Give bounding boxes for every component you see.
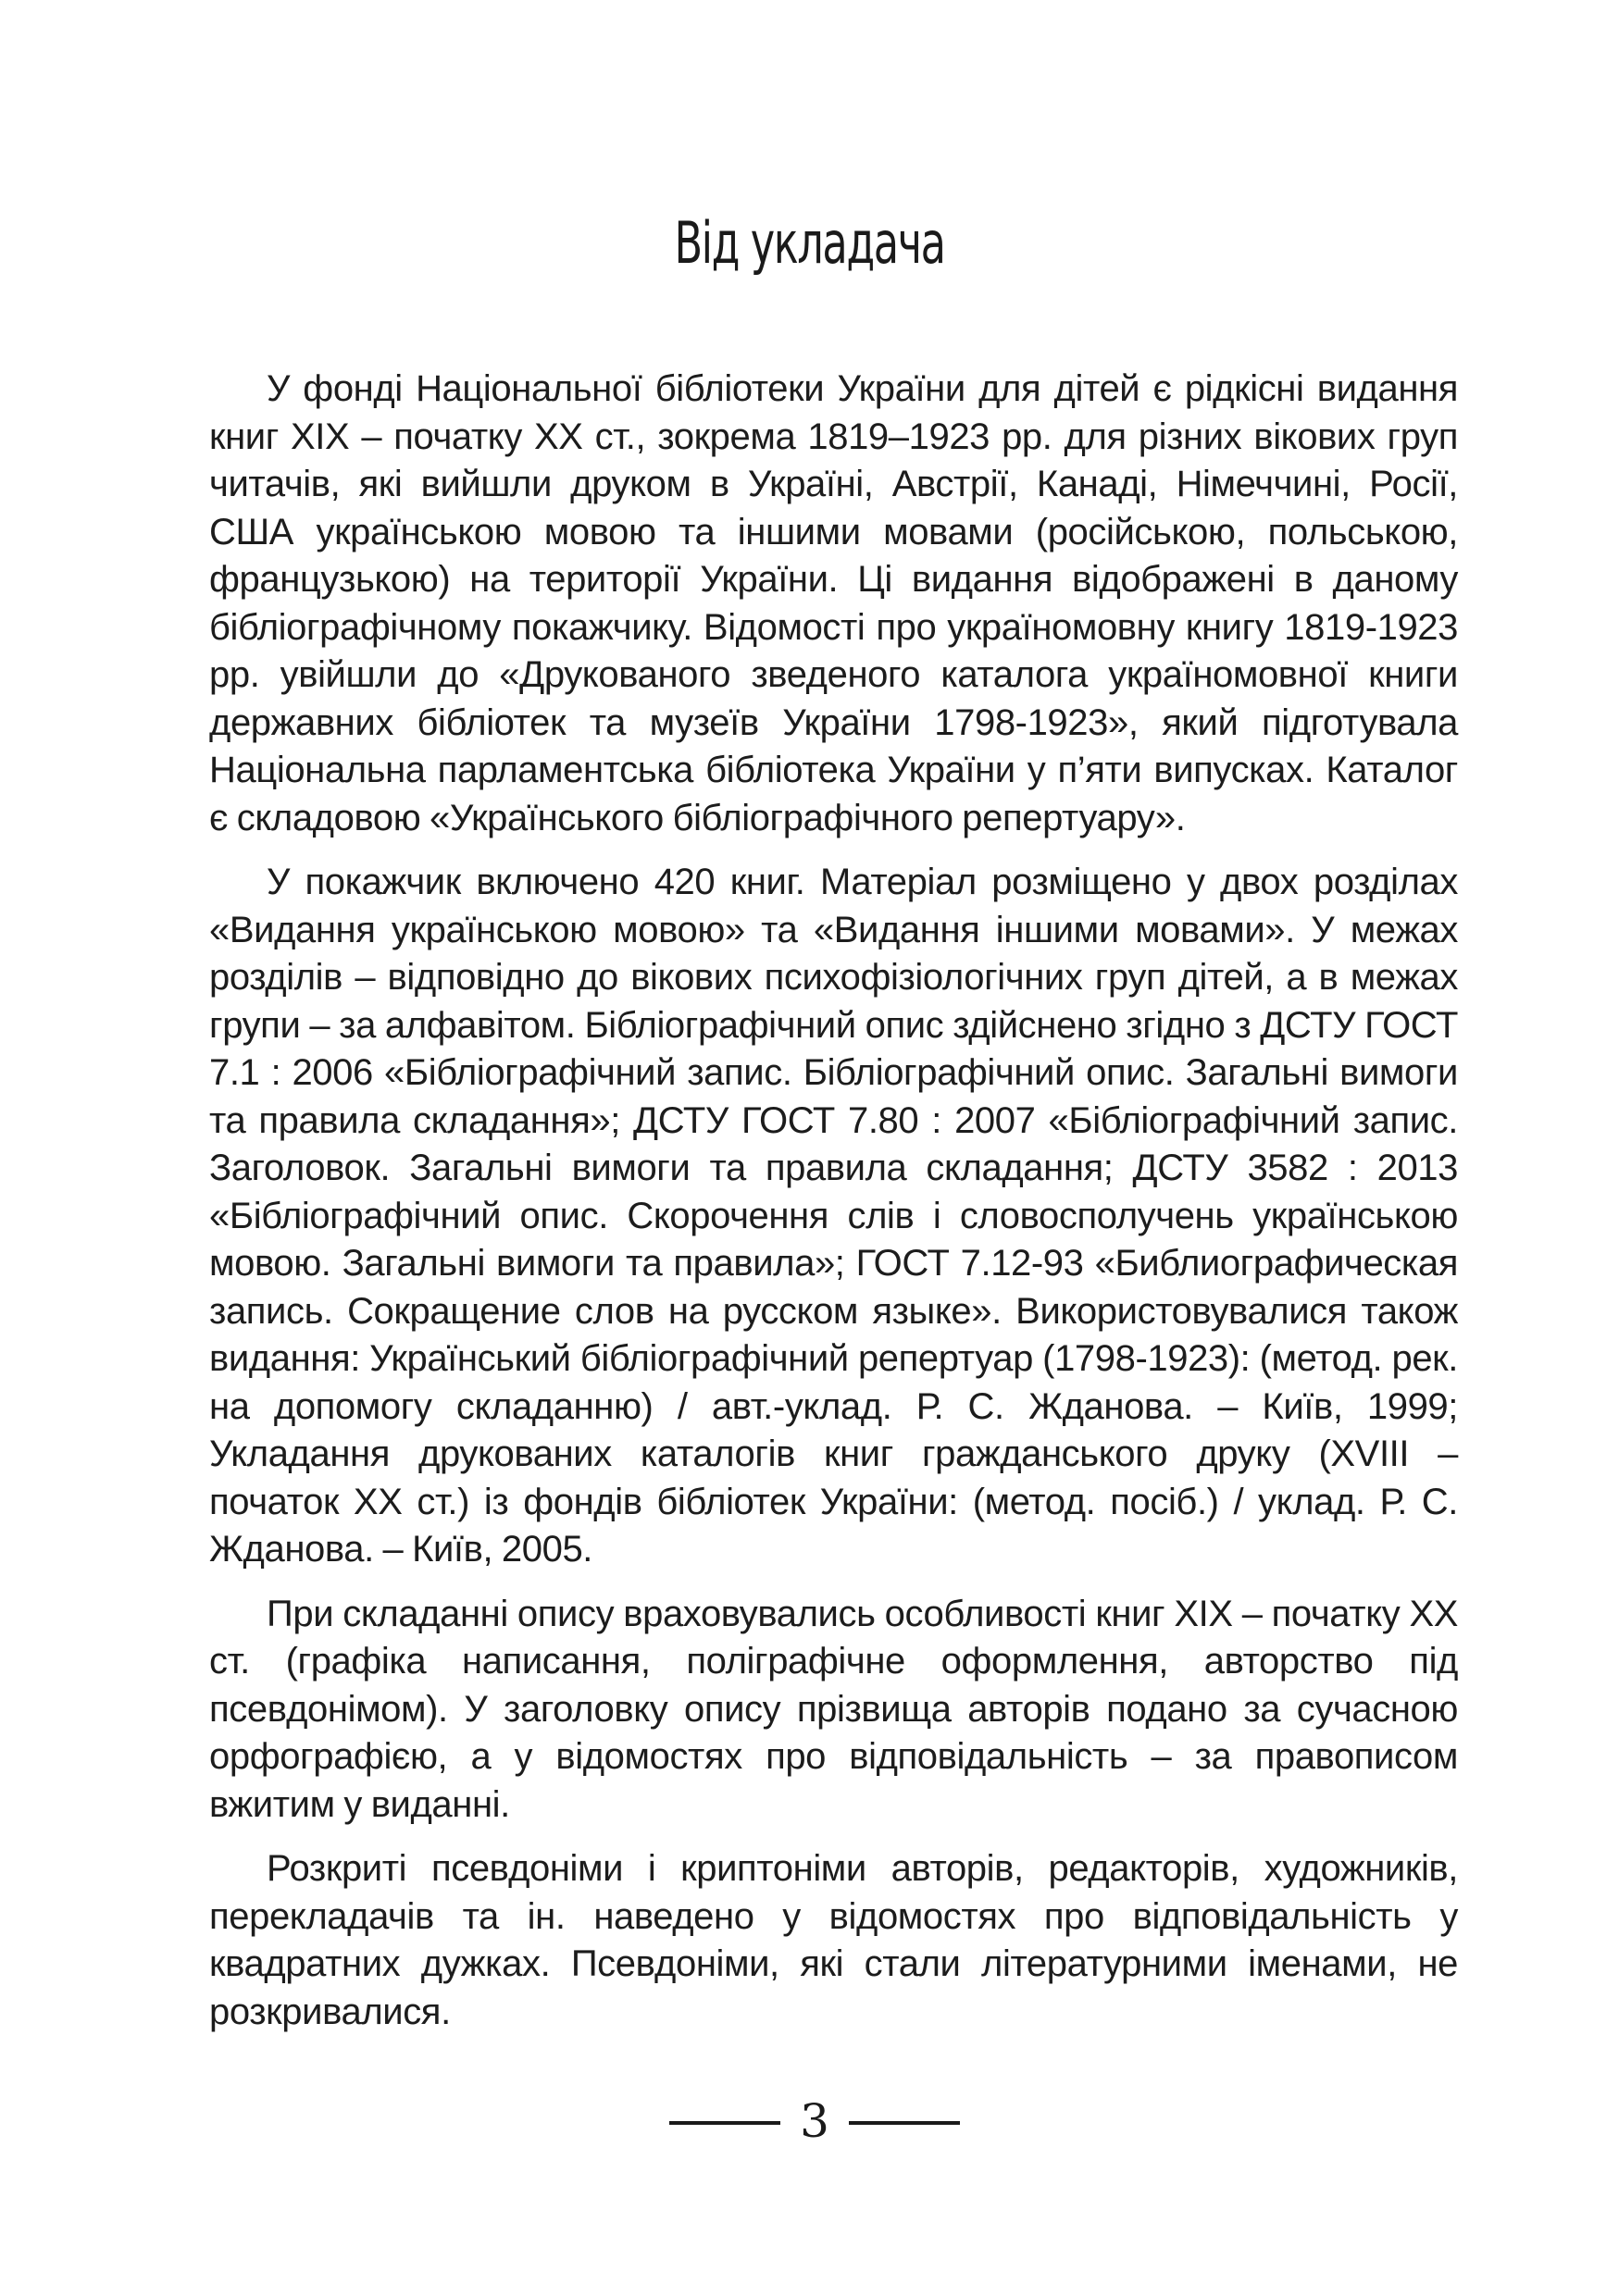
footer-rule-right <box>849 2121 960 2125</box>
paragraph-2: У покажчик включено 420 книг. Матеріал розміщено у двох розділах «Видання українською мовою» та «Видання іншими мовами». У межах розділів – відповідно до вікових психофізіологічних груп дітей, а в межах групи – за алфавітом. Бібліографічний опис здійснено згідно з ДСТУ ГОСТ 7.1 : 2006 «Бібліографічний запис. Бібліографічний опис. Загальні вимоги та правила складання»; ДСТУ ГОСТ 7.80 : 2007 «Бібліографічний запис. Заголовок. Загальні вимоги та правила складання; ДСТУ 3582 : 2013 «Бібліографічний опис. Скорочення слів і словосполучень українською мовою. Загальні вимоги та правила»; ГОСТ 7.12-93 «Библиографическая запись. Сокращение слов на русском языке». Використовувалися також видання: Український бібліографічний репертуар (1798-1923): (метод. рек. на допомогу складанню) / авт.-уклад. Р. С. Жданова. – Київ, 1999; Укладання друкованих каталогів книг гражданського друку (XVIII – початок XX ст.) із фондів бібліотек України: (метод. посіб.) / уклад. Р. С. Жданова. – Київ, 2005. <box>209 862 1458 1570</box>
paragraph-3: При складанні опису враховувались особливості книг XIX – початку XX ст. (графіка написання, поліграфічне оформлення, авторство під псевдонімом). У заголовку опису прізвища авторів подано за сучасною орфографією, а у відомостях про відповідальність – за правописом вжитим у виданні. <box>209 1593 1458 1825</box>
page-title: Від укладача <box>674 209 945 277</box>
paragraph-4: Розкриті псевдоніми і криптоніми авторів, редакторів, художників, перекладачів та ін. наведено у відомостях про відповідальність у квадратних дужках. Псевдоніми, які стали літературними іменами, не розкривалися. <box>209 1848 1458 2032</box>
body-text <box>209 366 1458 2053</box>
page-footer <box>0 2093 1619 2149</box>
footer-rule-left <box>669 2121 780 2125</box>
paragraph-1: У фонді Національної бібліотеки України для дітей є рідкісні видання книг XIX – початку XX ст., зокрема 1819–1923 рр. для різних вікових груп читачів, які вийшли друком в Україні, Австрії, Канаді, Німеччині, Росії, США українською мовою та іншими мовами (російською, польською, французькою) на території України. Ці видання відображені в даному бібліографічному покажчику. Відомості про україномовну книгу 1819-1923 рр. увійшли до «Друкованого зведеного каталога україномовної книги державних бібліотек та музеїв України 1798-1923», який підготувала Національна парламентська бібліотека України у п’яти випусках. Каталог є складовою «Українського бібліографічного репертуару». <box>209 368 1458 838</box>
page-number: 3 <box>800 2094 829 2148</box>
